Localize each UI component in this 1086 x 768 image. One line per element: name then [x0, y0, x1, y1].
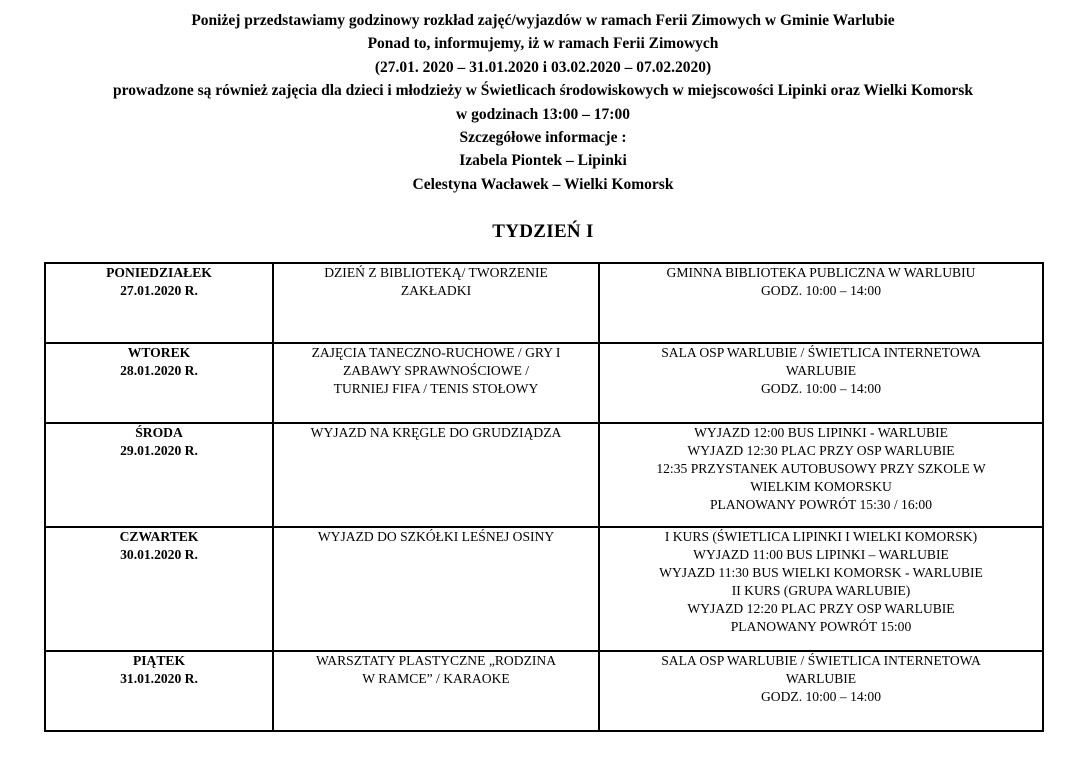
details-line: WYJAZD 11:00 BUS LIPINKI – WARLUBIE — [693, 547, 949, 562]
details-line: WARLUBIE — [785, 363, 857, 378]
details-line: I KURS (ŚWIETLICA LIPINKI I WIELKI KOMORSK) — [664, 529, 978, 544]
day-cell — [45, 263, 273, 343]
header-line: Celestyna Wacławek – Wielki Komorsk — [412, 175, 674, 193]
day-date: 31.01.2020 R. — [120, 671, 198, 686]
day-date: 28.01.2020 R. — [120, 363, 198, 378]
activity-line: TURNIEJ FIFA / TENIS STOŁOWY — [333, 381, 539, 396]
details-line: II KURS (GRUPA WARLUBIE) — [731, 583, 911, 598]
day-cell — [45, 527, 273, 651]
details-line: WYJAZD 12:30 PLAC PRZY OSP WARLUBIE — [687, 443, 955, 458]
header-line: (27.01. 2020 – 31.01.2020 i 03.02.2020 – 07.02.2020) — [374, 58, 712, 76]
day-date: 30.01.2020 R. — [120, 547, 198, 562]
activity-line: ZAJĘCIA TANECZNO-RUCHOWE / GRY I — [311, 345, 561, 360]
day-name: ŚRODA — [135, 425, 183, 440]
activity-line: ZABAWY SPRAWNOŚCIOWE / — [342, 363, 530, 378]
activity-line: ZAKŁADKI — [400, 283, 472, 298]
details-cell — [599, 651, 1043, 731]
day-cell — [45, 651, 273, 731]
activity-line: WARSZTATY PLASTYCZNE „RODZINA — [315, 653, 557, 668]
table-row — [45, 527, 1043, 651]
activity-cell — [273, 263, 599, 343]
details-line: GODZ. 10:00 – 14:00 — [760, 283, 882, 298]
day-name: PONIEDZIAŁEK — [106, 265, 212, 280]
table-row — [45, 423, 1043, 527]
day-cell — [45, 343, 273, 423]
day-cell — [45, 423, 273, 527]
activity-line: WYJAZD DO SZKÓŁKI LEŚNEJ OSINY — [317, 529, 555, 544]
activity-line: W RAMCE” / KARAOKE — [362, 671, 510, 686]
details-line: GODZ. 10:00 – 14:00 — [760, 381, 882, 396]
details-cell — [599, 343, 1043, 423]
day-name: CZWARTEK — [119, 529, 199, 544]
details-line: PLANOWANY POWRÓT 15:00 — [730, 619, 912, 634]
details-cell — [599, 527, 1043, 651]
details-line: SALA OSP WARLUBIE / ŚWIETLICA INTERNETOWA — [661, 345, 981, 360]
activity-cell — [273, 651, 599, 731]
details-line: 12:35 PRZYSTANEK AUTOBUSOWY PRZY SZKOLE W — [656, 461, 986, 476]
day-name: WTOREK — [127, 345, 191, 360]
schedule-table — [44, 262, 1044, 732]
details-line: SALA OSP WARLUBIE / ŚWIETLICA INTERNETOWA — [661, 653, 981, 668]
activity-line: DZIEŃ Z BIBLIOTEKĄ/ TWORZENIE — [324, 265, 548, 280]
header-line: w godzinach 13:00 – 17:00 — [456, 105, 630, 123]
activity-cell — [273, 527, 599, 651]
activity-cell — [273, 343, 599, 423]
details-line: WYJAZD 12:00 BUS LIPINKI - WARLUBIE — [694, 425, 948, 440]
details-cell — [599, 263, 1043, 343]
details-line: PLANOWANY POWRÓT 15:30 / 16:00 — [709, 497, 933, 512]
day-date: 27.01.2020 R. — [120, 283, 198, 298]
header-line: Izabela Piontek – Lipinki — [459, 152, 627, 170]
details-line: GODZ. 10:00 – 14:00 — [760, 689, 882, 704]
document-header — [0, 9, 1086, 196]
header-line: prowadzone są również zajęcia dla dzieci i młodzieży w Świetlicach środowiskowych w miejscowości Lipinki oraz Wielki Komorsk — [113, 82, 973, 100]
table-row — [45, 263, 1043, 343]
details-cell — [599, 423, 1043, 527]
activity-line: WYJAZD NA KRĘGLE DO GRUDZIĄDZA — [310, 425, 562, 440]
table-row — [45, 343, 1043, 423]
header-line: Poniżej przedstawiamy godzinowy rozkład zajęć/wyjazdów w ramach Ferii Zimowych w Gminie Warlubie — [191, 12, 895, 29]
header-line: Szczegółowe informacje : — [459, 129, 627, 147]
details-line: WARLUBIE — [785, 671, 857, 686]
week-title: TYDZIEŃ I — [492, 221, 594, 242]
details-line: WYJAZD 12:20 PLAC PRZY OSP WARLUBIE — [687, 601, 955, 616]
details-line: WIELKIM KOMORSKU — [750, 479, 892, 494]
details-line: GMINNA BIBLIOTEKA PUBLICZNA W WARLUBIU — [666, 265, 976, 280]
activity-cell — [273, 423, 599, 527]
day-name: PIĄTEK — [132, 653, 186, 668]
details-line: WYJAZD 11:30 BUS WIELKI KOMORSK - WARLUBIE — [659, 565, 983, 580]
header-line: Ponad to, informujemy, iż w ramach Ferii Zimowych — [367, 35, 719, 53]
day-date: 29.01.2020 R. — [120, 443, 198, 458]
table-row — [45, 651, 1043, 731]
